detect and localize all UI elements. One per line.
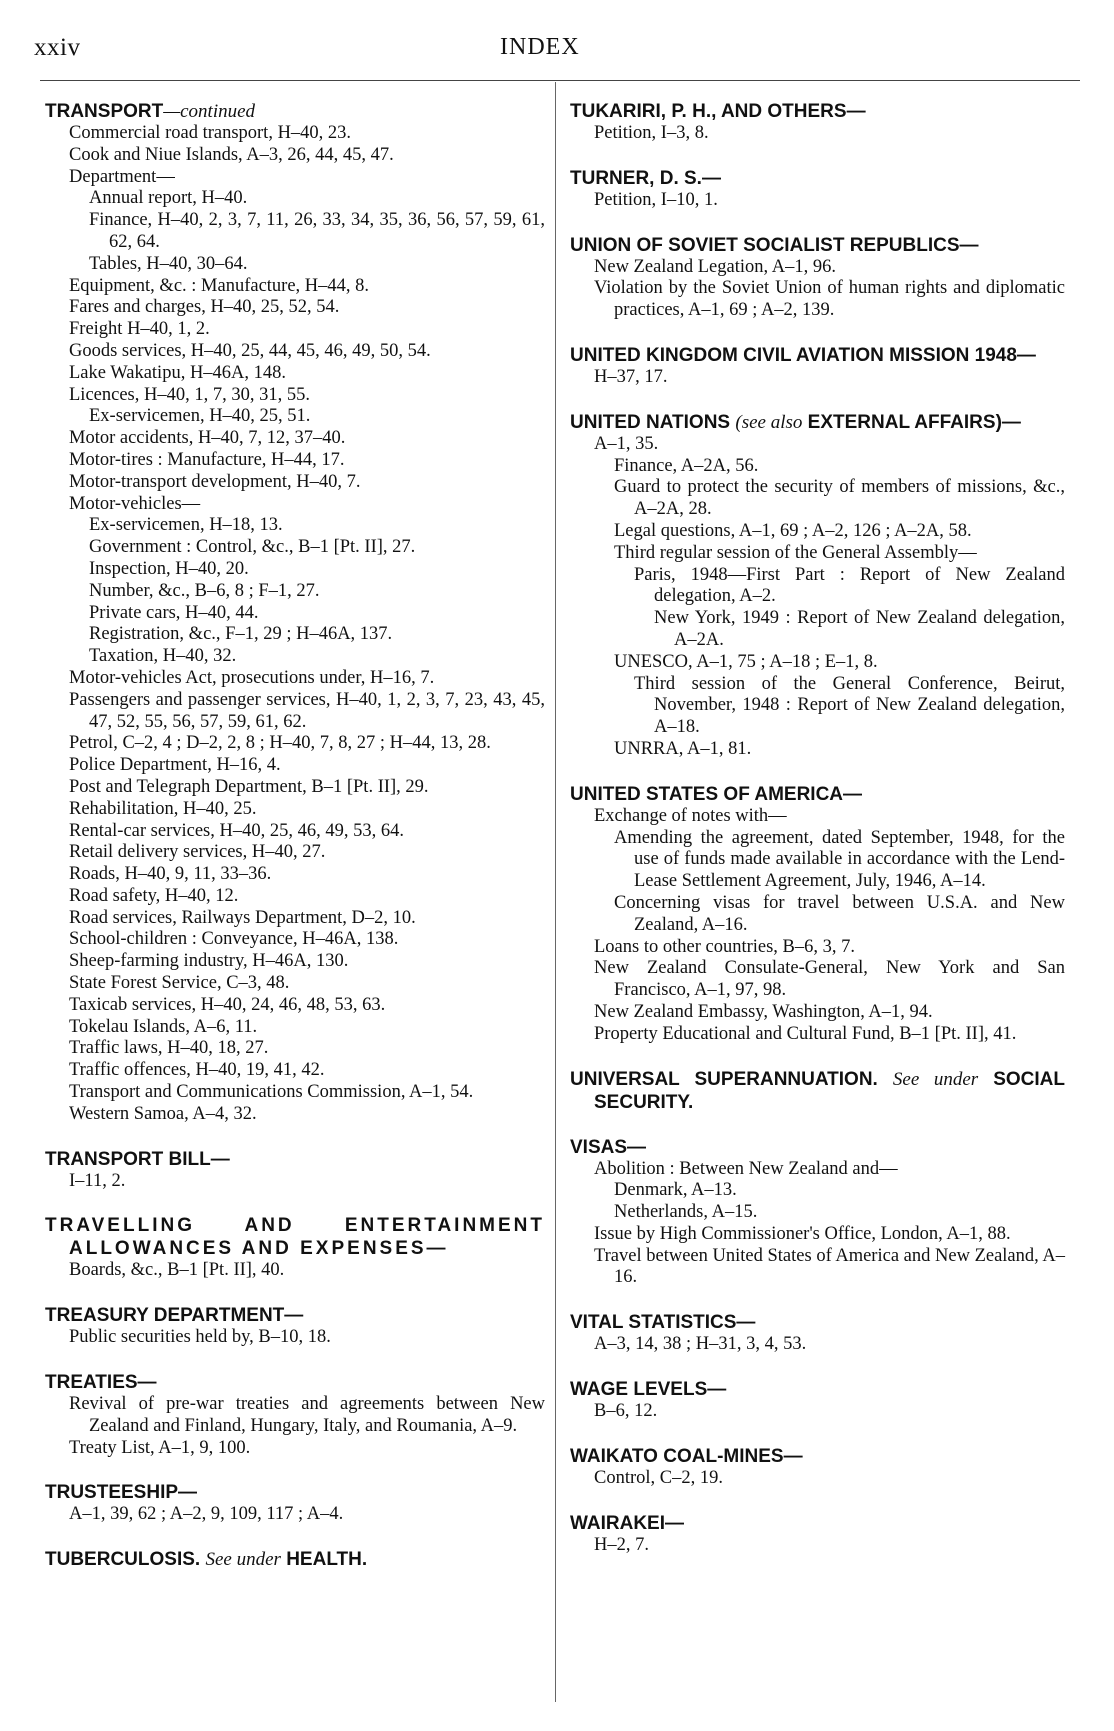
column-divider <box>555 82 556 1702</box>
index-subentry: A–1, 39, 62 ; A–2, 9, 109, 117 ; A–4. <box>69 1504 344 1525</box>
index-entry <box>45 1148 545 1193</box>
index-subentry: Retail delivery services, H–40, 27. <box>69 842 326 863</box>
index-subentry: Petition, I–3, 8. <box>594 123 709 143</box>
index-entry <box>570 411 1065 761</box>
index-heading <box>570 234 1065 257</box>
index-subentry: Taxation, H–40, 32. <box>89 646 237 667</box>
index-subentry: H–37, 17. <box>594 366 668 387</box>
index-subentry: A–1, 35. <box>594 433 659 454</box>
index-subentry: New Zealand Embassy, Washington, A–1, 94. <box>594 1001 933 1022</box>
index-subentry: Ex-servicemen, H–18, 13. <box>89 515 283 536</box>
index-subentry: Guard to protect the security of members of missions, &c., A–2A, 28. <box>614 477 1065 520</box>
index-heading <box>45 1548 545 1571</box>
index-entry <box>45 1304 545 1349</box>
index-subentry: Annual report, H–40. <box>89 188 248 209</box>
index-entry <box>570 1445 1065 1490</box>
index-subentry: Concerning visas for travel between U.S.A. and New Zealand, A–16. <box>614 892 1065 935</box>
index-subentry: Public securities held by, B–10, 18. <box>69 1327 331 1348</box>
index-subentry: Motor-tires : Manufacture, H–44, 17. <box>69 449 345 470</box>
index-entry <box>45 1371 545 1459</box>
index-subentry: Goods services, H–40, 25, 44, 45, 46, 49, 50, 54. <box>69 340 431 361</box>
header-rule <box>40 80 1080 81</box>
index-heading <box>45 1148 545 1171</box>
heading-text: UNITED STATES OF AMERICA— <box>570 783 863 805</box>
index-heading <box>570 100 1065 123</box>
index-heading <box>570 1068 1065 1114</box>
heading-text: UNITED KINGDOM CIVIL AVIATION MISSION 1948— <box>570 344 1036 366</box>
index-subentry: Licences, H–40, 1, 7, 30, 31, 55. <box>69 384 310 405</box>
heading-suffix: —continued <box>163 101 256 122</box>
index-heading <box>570 344 1065 367</box>
index-entry <box>570 234 1065 322</box>
index-subentry: Freight H–40, 1, 2. <box>69 319 210 340</box>
index-heading <box>570 783 1065 806</box>
index-subentry: Abolition : Between New Zealand and— <box>594 1158 898 1179</box>
index-subentry: Registration, &c., F–1, 29 ; H–46A, 137. <box>89 624 393 645</box>
index-subentry: Lake Wakatipu, H–46A, 148. <box>69 362 287 383</box>
index-entry <box>45 100 545 1126</box>
index-heading <box>570 1445 1065 1468</box>
index-subentry: Tokelau Islands, A–6, 11. <box>69 1016 258 1037</box>
index-subentry: New Zealand Consulate-General, New York and San Francisco, A–1, 97, 98. <box>594 958 1065 1001</box>
heading-cross-reference: (see also <box>735 411 803 433</box>
index-subentry: Paris, 1948—First Part : Report of New Zealand delegation, A–2. <box>634 564 1065 607</box>
index-subentry: UNRRA, A–1, 81. <box>614 738 752 759</box>
index-heading <box>570 167 1065 190</box>
index-subentry: Travel between United States of America and New Zealand, A–16. <box>594 1245 1065 1288</box>
index-entry <box>570 1311 1065 1356</box>
heading-cross-reference: See under <box>892 1068 979 1090</box>
index-subentry: New Zealand Legation, A–1, 96. <box>594 256 836 277</box>
index-subentry: UNESCO, A–1, 75 ; A–18 ; E–1, 8. <box>614 651 878 672</box>
index-subentry: Police Department, H–16, 4. <box>69 755 281 776</box>
index-subentry: B–6, 12. <box>594 1401 658 1422</box>
index-entry <box>570 1136 1065 1290</box>
index-subentry: Revival of pre-war treaties and agreements between New Zealand and Finland, Hungary, Italy, and Roumania, A–9. <box>69 1394 545 1436</box>
heading-text: TRAVELLING AND ENTERTAINMENT ALLOWANCES AND EXPENSES— <box>45 1215 545 1260</box>
index-subentry: Cook and Niue Islands, A–3, 26, 44, 45, 47. <box>69 144 394 165</box>
heading-cross-reference: See under <box>205 1549 281 1571</box>
index-subentry: School-children : Conveyance, H–46A, 138. <box>69 929 399 950</box>
index-heading <box>45 1214 545 1260</box>
heading-text: VISAS— <box>570 1136 647 1158</box>
index-subentry: Finance, H–40, 2, 3, 7, 11, 26, 33, 34, 35, 36, 56, 57, 59, 61, 62, 64. <box>89 210 545 252</box>
index-heading <box>45 1304 545 1327</box>
index-subentry: Fares and charges, H–40, 25, 52, 54. <box>69 297 340 318</box>
index-subentry: Motor-vehicles— <box>69 493 201 514</box>
index-subentry: Control, C–2, 19. <box>594 1467 723 1488</box>
index-subentry: Road services, Railways Department, D–2, 10. <box>69 907 416 928</box>
index-subentry: Traffic offences, H–40, 19, 41, 42. <box>69 1060 325 1081</box>
index-entry <box>570 1068 1065 1114</box>
index-subentry: Boards, &c., B–1 [Pt. II], 40. <box>69 1260 285 1281</box>
index-subentry: Treaty List, A–1, 9, 100. <box>69 1437 251 1458</box>
index-entry <box>570 783 1065 1046</box>
index-subentry: Issue by High Commissioner's Office, London, A–1, 88. <box>594 1223 1011 1244</box>
index-subentry: Transport and Communications Commission, A–1, 54. <box>69 1082 474 1103</box>
index-subentry: Passengers and passenger services, H–40, 1, 2, 3, 7, 23, 43, 45, 47, 52, 55, 56, 57, 59, 61, 62. <box>69 689 545 732</box>
index-heading <box>45 1371 545 1394</box>
heading-text: TREASURY DEPARTMENT— <box>45 1305 304 1327</box>
index-subentry: Tables, H–40, 30–64. <box>89 253 248 274</box>
index-subentry: Equipment, &c. : Manufacture, H–44, 8. <box>69 275 370 296</box>
index-entry <box>570 344 1065 389</box>
page-title: INDEX <box>500 34 580 60</box>
index-subentry: Amending the agreement, dated September, 1948, for the use of funds made available in accordance with the Lend-Lease Settlement Agreement, July, 1946, A–14. <box>614 827 1065 892</box>
index-subentry: A–3, 14, 38 ; H–31, 3, 4, 53. <box>594 1334 807 1355</box>
index-subentry: Rental-car services, H–40, 25, 46, 49, 53, 64. <box>69 820 404 841</box>
index-subentry: Rehabilitation, H–40, 25. <box>69 798 257 819</box>
index-subentry: Department— <box>69 166 175 187</box>
page-number: xxiv <box>34 34 81 61</box>
heading-text: TRUSTEESHIP— <box>45 1482 198 1504</box>
heading-text: TUKARIRI, P. H., AND OTHERS— <box>570 101 866 122</box>
index-subentry: Road safety, H–40, 12. <box>69 885 239 906</box>
index-subentry: Third regular session of the General Assembly— <box>614 542 977 563</box>
index-subentry: Taxicab services, H–40, 24, 46, 48, 53, 63. <box>69 994 386 1015</box>
index-subentry: Ex-servicemen, H–40, 25, 51. <box>89 406 311 427</box>
heading-text: UNION OF SOVIET SOCIALIST REPUBLICS— <box>570 234 979 256</box>
index-entry <box>570 1512 1065 1557</box>
heading-text: UNITED NATIONS <box>570 411 731 433</box>
index-subentry: Roads, H–40, 9, 11, 33–36. <box>69 864 272 885</box>
index-subentry: Violation by the Soviet Union of human rights and diplomatic practices, A–1, 69 ; A–2, 139. <box>594 278 1065 321</box>
heading-tail: HEALTH. <box>286 1549 368 1571</box>
index-subentry: State Forest Service, C–3, 48. <box>69 973 290 994</box>
heading-text: TREATIES— <box>45 1372 157 1394</box>
index-heading <box>570 1311 1065 1334</box>
heading-text: TUBERCULOSIS. <box>45 1549 201 1571</box>
index-subentry: Private cars, H–40, 44. <box>89 602 259 623</box>
index-subentry: Sheep-farming industry, H–46A, 130. <box>69 951 349 972</box>
index-heading <box>45 1481 545 1504</box>
left-column <box>45 100 545 1593</box>
index-heading <box>45 100 545 123</box>
index-entry <box>45 1214 545 1282</box>
index-subentry: H–2, 7. <box>594 1534 649 1555</box>
index-heading <box>570 1136 1065 1159</box>
index-subentry: Finance, A–2A, 56. <box>614 455 759 476</box>
index-subentry: Inspection, H–40, 20. <box>89 558 249 579</box>
index-subentry: Motor-vehicles Act, prosecutions under, H–16, 7. <box>69 667 435 688</box>
heading-tail: SOCIAL SECURITY. <box>594 1068 1066 1113</box>
index-entry <box>570 1378 1065 1423</box>
index-subentry: Western Samoa, A–4, 32. <box>69 1103 257 1124</box>
heading-text: UNIVERSAL SUPERANNUATION. <box>570 1068 878 1090</box>
heading-text: WAGE LEVELS— <box>570 1379 727 1401</box>
index-entry <box>570 100 1065 145</box>
index-subentry: Traffic laws, H–40, 18, 27. <box>69 1038 269 1059</box>
index-subentry: Property Educational and Cultural Fund, B–1 [Pt. II], 41. <box>594 1023 1017 1044</box>
index-subentry: Petition, I–10, 1. <box>594 189 718 210</box>
heading-text: WAIKATO COAL-MINES— <box>570 1445 803 1467</box>
index-subentry: Denmark, A–13. <box>614 1180 737 1201</box>
index-entry <box>570 167 1065 212</box>
right-column <box>570 100 1065 1578</box>
heading-text: WAIRAKEI— <box>570 1512 684 1534</box>
index-subentry: Commercial road transport, H–40, 23. <box>69 123 352 143</box>
index-subentry: Exchange of notes with— <box>594 805 787 826</box>
index-heading <box>570 1512 1065 1535</box>
heading-text: TURNER, D. S.— <box>570 167 721 189</box>
heading-text: TRANSPORT BILL— <box>45 1148 230 1170</box>
index-subentry: Number, &c., B–6, 8 ; F–1, 27. <box>89 580 320 601</box>
index-subentry: Petrol, C–2, 4 ; D–2, 2, 8 ; H–40, 7, 8, 27 ; H–44, 13, 28. <box>69 733 491 754</box>
index-entry <box>45 1481 545 1526</box>
index-subentry: Loans to other countries, B–6, 3, 7. <box>594 936 856 957</box>
index-subentry: Post and Telegraph Department, B–1 [Pt. II], 29. <box>69 776 429 797</box>
index-subentry: Government : Control, &c., B–1 [Pt. II], 27. <box>89 537 416 558</box>
index-entry <box>45 1548 545 1571</box>
index-subentry: I–11, 2. <box>69 1170 126 1191</box>
index-heading <box>570 411 1065 434</box>
index-heading <box>570 1378 1065 1401</box>
index-subentry: Motor accidents, H–40, 7, 12, 37–40. <box>69 428 346 449</box>
index-subentry: Legal questions, A–1, 69 ; A–2, 126 ; A–2A, 58. <box>614 520 972 541</box>
index-subentry: Netherlands, A–15. <box>614 1202 758 1223</box>
index-subentry: Third session of the General Conference, Beirut, November, 1948 : Report of New Zealand delegation, A–18. <box>634 673 1065 738</box>
heading-text: TRANSPORT <box>45 101 164 122</box>
heading-tail: EXTERNAL AFFAIRS)— <box>807 411 1021 433</box>
index-subentry: Motor-transport development, H–40, 7. <box>69 471 361 492</box>
index-subentry: New York, 1949 : Report of New Zealand delegation, A–2A. <box>654 608 1065 650</box>
heading-text: VITAL STATISTICS— <box>570 1312 756 1334</box>
